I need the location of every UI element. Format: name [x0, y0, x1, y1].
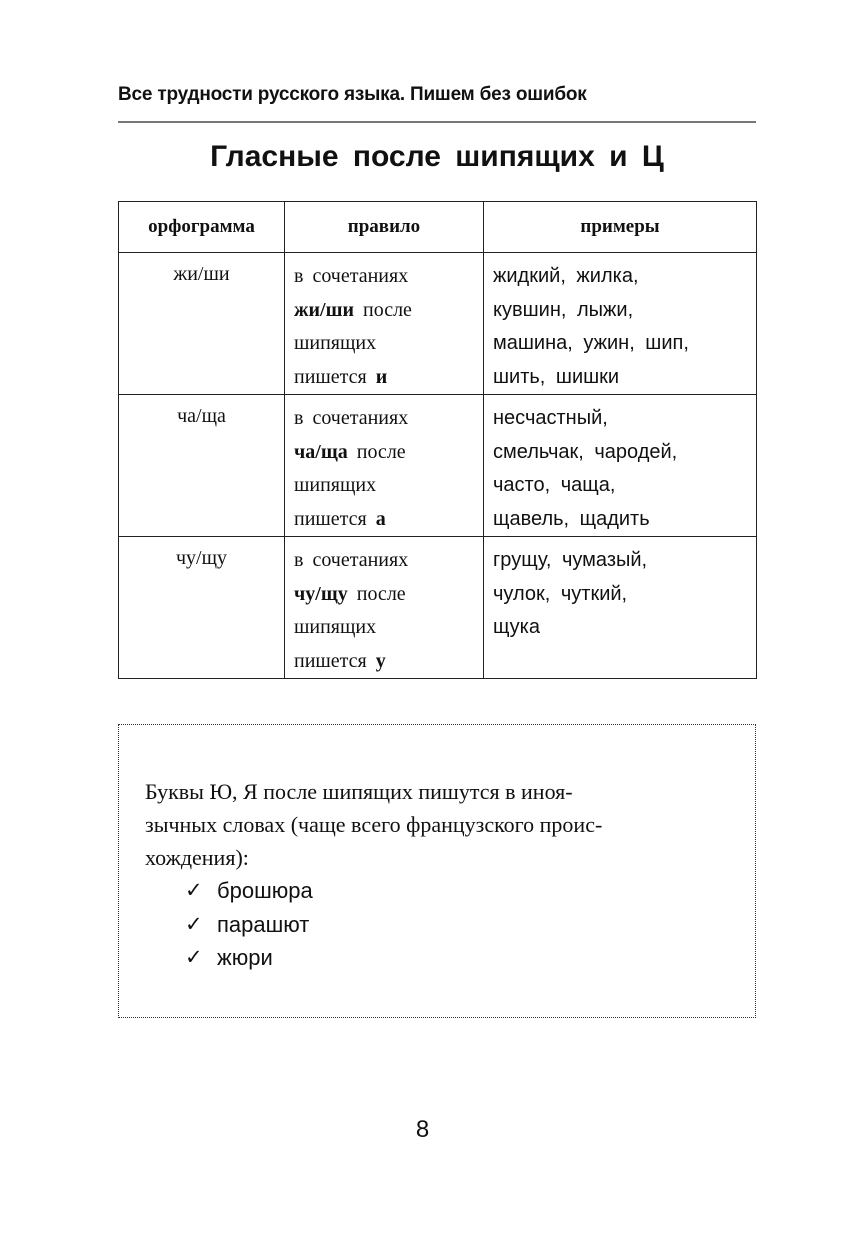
- orthogram-cell: жи/ши: [119, 253, 285, 395]
- list-item: [185, 941, 313, 975]
- rule-line: [294, 503, 474, 537]
- example-line: несчастный,: [493, 407, 608, 429]
- note-text: [145, 775, 735, 874]
- rule-letter: и: [375, 365, 388, 388]
- rule-line: в сочетаниях: [294, 549, 409, 571]
- rule-combination: жи/ши: [294, 298, 354, 321]
- table-header-row: [119, 202, 757, 253]
- example-word: брошюра: [217, 878, 313, 903]
- example-word: парашют: [217, 911, 310, 937]
- example-word: жюри: [217, 945, 273, 970]
- table-row: [119, 253, 757, 395]
- rule-line: шипящих: [294, 332, 377, 354]
- checkmark-icon: ✓: [185, 911, 203, 936]
- rule-letter: у: [375, 649, 386, 672]
- example-line: кувшин, лыжи,: [493, 298, 634, 321]
- table-row: [119, 537, 757, 679]
- examples-cell: [484, 253, 757, 395]
- checkmark-icon: ✓: [185, 945, 203, 969]
- rule-combination: ча/ща: [294, 440, 348, 463]
- rule-after: после: [363, 298, 412, 321]
- section-title: Гласные после шипящих и Ц: [210, 140, 664, 173]
- rule-line: [294, 578, 474, 612]
- rule-line: в сочетаниях: [294, 407, 409, 429]
- example-line: смельчак, чародей,: [493, 440, 678, 463]
- note-line: Буквы Ю, Я после шипящих пишутся в иноя-: [145, 779, 573, 804]
- rule-letter: а: [375, 507, 386, 530]
- examples-cell: [484, 537, 757, 679]
- header-rule: [118, 121, 756, 123]
- example-line: щука: [493, 616, 540, 638]
- note-line: зычных словах (чаще всего французского проис-: [145, 812, 603, 837]
- example-line: грущу, чумазый,: [493, 549, 648, 571]
- example-line: машина, ужин, шип,: [493, 332, 689, 354]
- example-word-list: [185, 874, 313, 975]
- checkmark-icon: ✓: [185, 878, 203, 902]
- example-line: часто, чаща,: [493, 474, 616, 496]
- column-header-examples: примеры: [484, 202, 757, 253]
- running-header: Все трудности русского языка. Пишем без ошибок: [118, 84, 587, 105]
- orthogram-cell: чу/щу: [119, 537, 285, 679]
- list-item: [185, 874, 313, 908]
- example-line: чулок, чуткий,: [493, 582, 628, 605]
- examples-cell: [484, 395, 757, 537]
- rule-written: пишется: [294, 507, 367, 530]
- rule-written: пишется: [294, 649, 367, 672]
- note-line: хождения):: [145, 845, 249, 870]
- page-number: 8: [415, 1116, 430, 1143]
- rule-line: в сочетаниях: [294, 265, 409, 287]
- rule-written: пишется: [294, 365, 367, 388]
- rule-line: [294, 361, 474, 395]
- orthogram-cell: ча/ща: [119, 395, 285, 537]
- table-row: [119, 395, 757, 537]
- rule-after: после: [356, 440, 406, 463]
- rule-line: шипящих: [294, 616, 377, 638]
- example-line: щавель, щадить: [493, 507, 650, 530]
- list-item: [185, 908, 313, 942]
- rule-line: [294, 294, 474, 328]
- rule-cell: [285, 537, 484, 679]
- example-line: шить, шишки: [493, 365, 620, 388]
- rule-combination: чу/щу: [294, 582, 348, 605]
- rule-line: [294, 645, 474, 679]
- note-box: [118, 724, 756, 1018]
- example-line: жидкий, жилка,: [493, 265, 639, 287]
- rule-cell: [285, 253, 484, 395]
- rule-cell: [285, 395, 484, 537]
- rule-line: шипящих: [294, 474, 377, 496]
- rule-after: после: [356, 582, 406, 605]
- column-header-rule: правило: [285, 202, 484, 253]
- column-header-orthogram: орфограмма: [119, 202, 285, 253]
- rule-line: [294, 436, 474, 470]
- rules-table: [118, 201, 757, 679]
